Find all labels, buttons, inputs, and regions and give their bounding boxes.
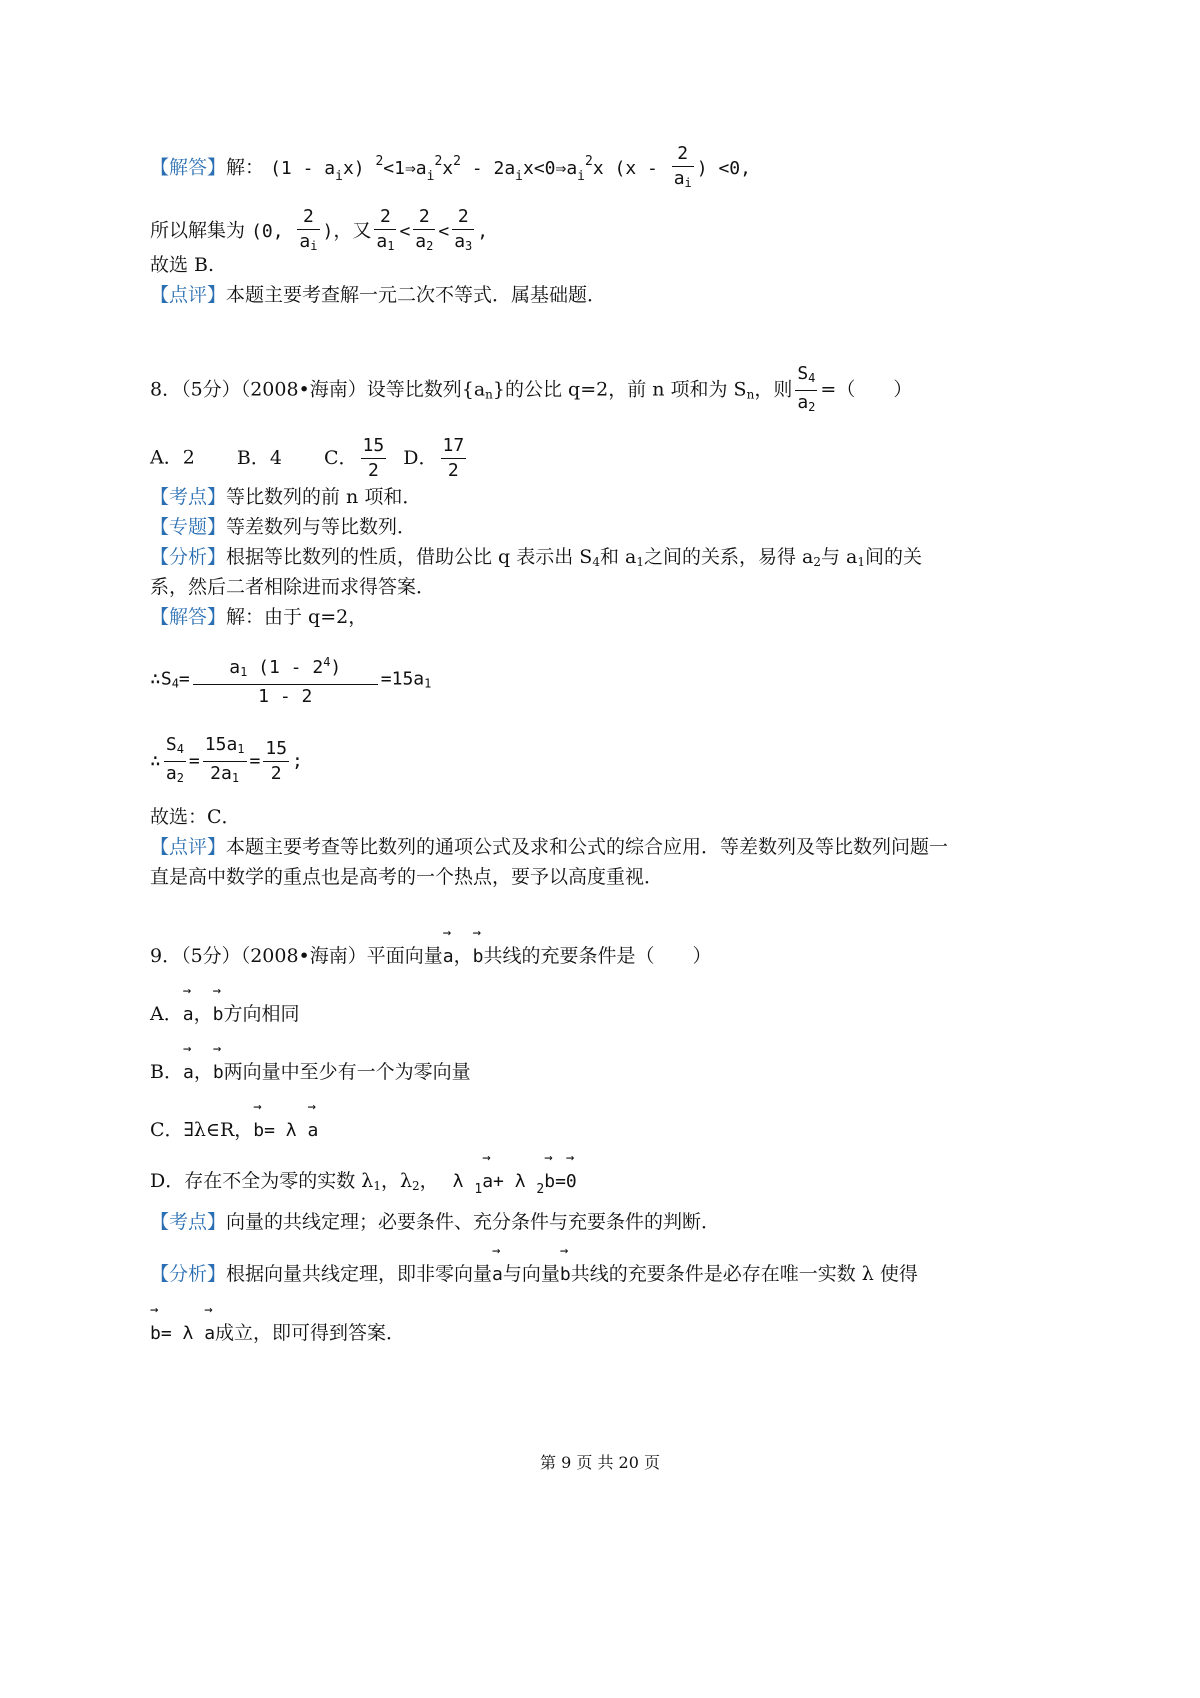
q9-fenxi-line2 [150, 1312, 405, 1349]
q9-score: （5分） [181, 945, 241, 967]
q8-stem-part: ，则 [754, 378, 793, 401]
option-fraction [441, 434, 467, 483]
q9-stem-part: 平面向量 [366, 945, 443, 967]
prev-comment-line [150, 280, 606, 310]
fenxi-text: 根据等比数列的性质，借助公比 q 表示出 S [226, 546, 593, 568]
subscript: 1 [636, 555, 644, 569]
kaodian-text: 等比数列的前 n 项和． [226, 486, 422, 508]
jieda-tag: 【解答】 [150, 606, 227, 628]
q8-stem [150, 362, 912, 419]
page-footer: 第 9 页 共 20 页 [540, 1453, 660, 1472]
also-text: ，又 [333, 219, 372, 242]
q9-number: 9． [150, 945, 182, 967]
q9-option-d: D．存在不全为零的实数 $\lambda_1$，$\lambda_2$， λ $_1$→ a+ λ $_2$→ b=→ 0 [150, 1160, 577, 1201]
fenxi-formula: → b= λ → a [150, 1323, 215, 1344]
q8-ratio-den: a [797, 392, 809, 413]
vector-a: → a [443, 935, 454, 972]
vector-b: → b [213, 1051, 224, 1088]
vector-a: → a [183, 993, 194, 1030]
fraction-den: 2 [367, 460, 379, 481]
q8-options [150, 434, 469, 483]
vector-b: → b [560, 1253, 571, 1290]
q8-zhuanti [150, 512, 416, 542]
option-label: A． [150, 446, 183, 469]
q8-stem-end: =（ ） [820, 378, 913, 401]
eq1-fraction: $\frac{a_1 (1 - 2^4)}{1 - 2}$ [193, 650, 378, 709]
fenxi-text: 成立，即可得到答案． [215, 1322, 406, 1344]
option-label: D． [403, 446, 438, 469]
fenxi-text: 与向量 [502, 1263, 560, 1285]
q8-option-d [403, 435, 469, 481]
vector-b: → b [473, 935, 484, 972]
q9-option-a: A．→ a，→ b方向相同 [150, 993, 299, 1030]
q8-equation-2: ∴ $\frac{S_4}{a_2}$ = $\frac{15a_1}{2a_1}$ = $\frac{15}{2}$ ; [150, 733, 303, 790]
option-d-formula: λ $_1$→ a+ λ $_2$→ b=→ 0 [453, 1171, 577, 1192]
q8-conclusion: 故选：C． [150, 806, 241, 828]
eq2-fraction-3: $\frac{15}{2}$ [265, 738, 288, 784]
q9-stem-part: 共线的充要条件是（ ） [483, 945, 712, 967]
fenxi-text: 根据向量共线定理，即非零向量 [226, 1263, 493, 1285]
option-text: ∃λ∈R， [183, 1119, 254, 1141]
q9-option-b: B．→ a，→ b两向量中至少有一个为零向量 [150, 1051, 471, 1088]
q8-kaodian [150, 482, 421, 512]
vector-a: → a [492, 1253, 503, 1290]
option-text: 方向相同 [223, 1003, 300, 1025]
fraction-num: 15 [361, 434, 387, 459]
q8-comment [150, 832, 948, 862]
vector-a: → a [183, 1051, 194, 1088]
q8-option-c [323, 435, 389, 481]
answer-lead: 解： [226, 156, 265, 179]
subscript: 2 [412, 1179, 420, 1193]
comment-text: 本题主要考查等比数列的通项公式及求和公式的综合应用．等差数列及等比数列问题一 [226, 836, 949, 858]
q8-ratio-num: S [797, 363, 809, 384]
q8-option-b [237, 447, 282, 469]
fenxi-tag: 【分析】 [150, 546, 227, 568]
zhuanti-tag: 【专题】 [150, 516, 227, 538]
fenxi-text: 间的关 [865, 546, 923, 568]
option-label: B． [236, 446, 270, 469]
option-label: A． [150, 1003, 183, 1025]
eq2-fraction-2: $\frac{15a_1}{2a_1}$ [204, 734, 245, 785]
option-fraction [361, 434, 387, 483]
solution-interval: (0, $\frac{2}{a_i}$ ) [251, 206, 334, 253]
q9-stem: 9．（5分）（2008•海南）平面向量→ a，→ b共线的充要条件是（ ） [150, 935, 711, 972]
subscript: 2 [813, 555, 821, 569]
q8-option-a [150, 447, 195, 469]
inequality-derivation: $(1 - a_ix)$ $^2<1\Rightarrow a_i^2x^2$ - $2a_ix<0\Rightarrow a_i^2x$ (x - $\frac{2}{a_i}$ ) <0, [270, 143, 751, 190]
comment-text: 本题主要考查解一元二次不等式．属基础题． [226, 284, 607, 306]
option-label: D． [150, 1170, 185, 1192]
q8-equation-1: $\therefore S_4=$ $\frac{a_1 (1 - 2^4)}{1 - 2}$ $=15a_1$ [150, 650, 431, 709]
comment-tag: 【点评】 [150, 836, 227, 858]
q8-score: （5分） [181, 378, 241, 401]
option-label: C． [323, 446, 358, 469]
q9-kaodian [150, 1207, 720, 1237]
option-text: 存在不全为零的实数 λ [184, 1170, 374, 1192]
q8-comment-line2: 直是高中数学的重点也是高考的一个热点，要予以高度重视． [150, 866, 664, 888]
jieda-text: 解：由于 q=2， [226, 606, 368, 628]
q8-stem-part: 设等比数列{a [366, 378, 486, 401]
prev-conclusion: 故选 B. [150, 254, 215, 276]
comment-tag: 【点评】 [150, 284, 227, 306]
q8-ratio-den-sub: 2 [808, 400, 816, 414]
fraction-num: 17 [441, 434, 467, 459]
fenxi-text: 之间的关系，易得 a [643, 546, 814, 568]
prev-answer-line [150, 142, 751, 195]
kaodian-tag: 【考点】 [150, 486, 227, 508]
fraction-den: 2 [447, 460, 459, 481]
q8-subscript: n [746, 387, 755, 402]
option-value: 4 [269, 446, 282, 469]
q8-ratio-num-sub: 4 [808, 371, 816, 385]
solution-text: 所以解集为 [150, 219, 246, 242]
subscript: 1 [857, 555, 866, 569]
option-label: C． [150, 1119, 184, 1141]
q8-subscript: n [485, 387, 493, 402]
subscript: 1 [373, 1179, 381, 1193]
option-value: 2 [182, 446, 195, 469]
eq2-fraction-1: $\frac{S_4}{a_2}$ [165, 734, 184, 785]
zhuanti-text: 等差数列与等比数列． [226, 516, 417, 538]
q8-fenxi-line2: 系，然后二者相除进而求得答案． [150, 576, 436, 598]
q8-jieda [150, 602, 367, 632]
fenxi-text: 与 a [821, 546, 858, 568]
option-label: B． [150, 1061, 183, 1083]
subscript: 4 [592, 555, 600, 569]
q9-fenxi [150, 1253, 918, 1290]
q9-option-c [150, 1109, 318, 1146]
option-text: 两向量中至少有一个为零向量 [223, 1061, 471, 1083]
q9-source: （2008•海南） [240, 945, 367, 967]
answer-tag: 【解答】 [150, 156, 227, 179]
kaodian-tag: 【考点】 [150, 1211, 227, 1233]
vector-b: → b [213, 993, 224, 1030]
fraction-chain: $\frac{2}{a_1}$ < $\frac{2}{a_2}$ < $\frac{2}{a_3}$ , [376, 206, 489, 253]
fenxi-text: 共线的充要条件是必存在唯一实数 λ 使得 [570, 1263, 918, 1285]
option-c-formula: → b= λ → a [253, 1120, 318, 1141]
q8-number: 8． [150, 378, 182, 401]
q8-ratio [795, 362, 817, 419]
fenxi-text: 和 a [599, 546, 637, 568]
q8-source: （2008•海南） [240, 378, 367, 401]
fenxi-tag: 【分析】 [150, 1263, 227, 1285]
q8-stem-part: }的公比 q=2，前 n 项和为 S [492, 378, 747, 401]
kaodian-text: 向量的共线定理；必要条件、充分条件与充要条件的判断． [226, 1211, 721, 1233]
